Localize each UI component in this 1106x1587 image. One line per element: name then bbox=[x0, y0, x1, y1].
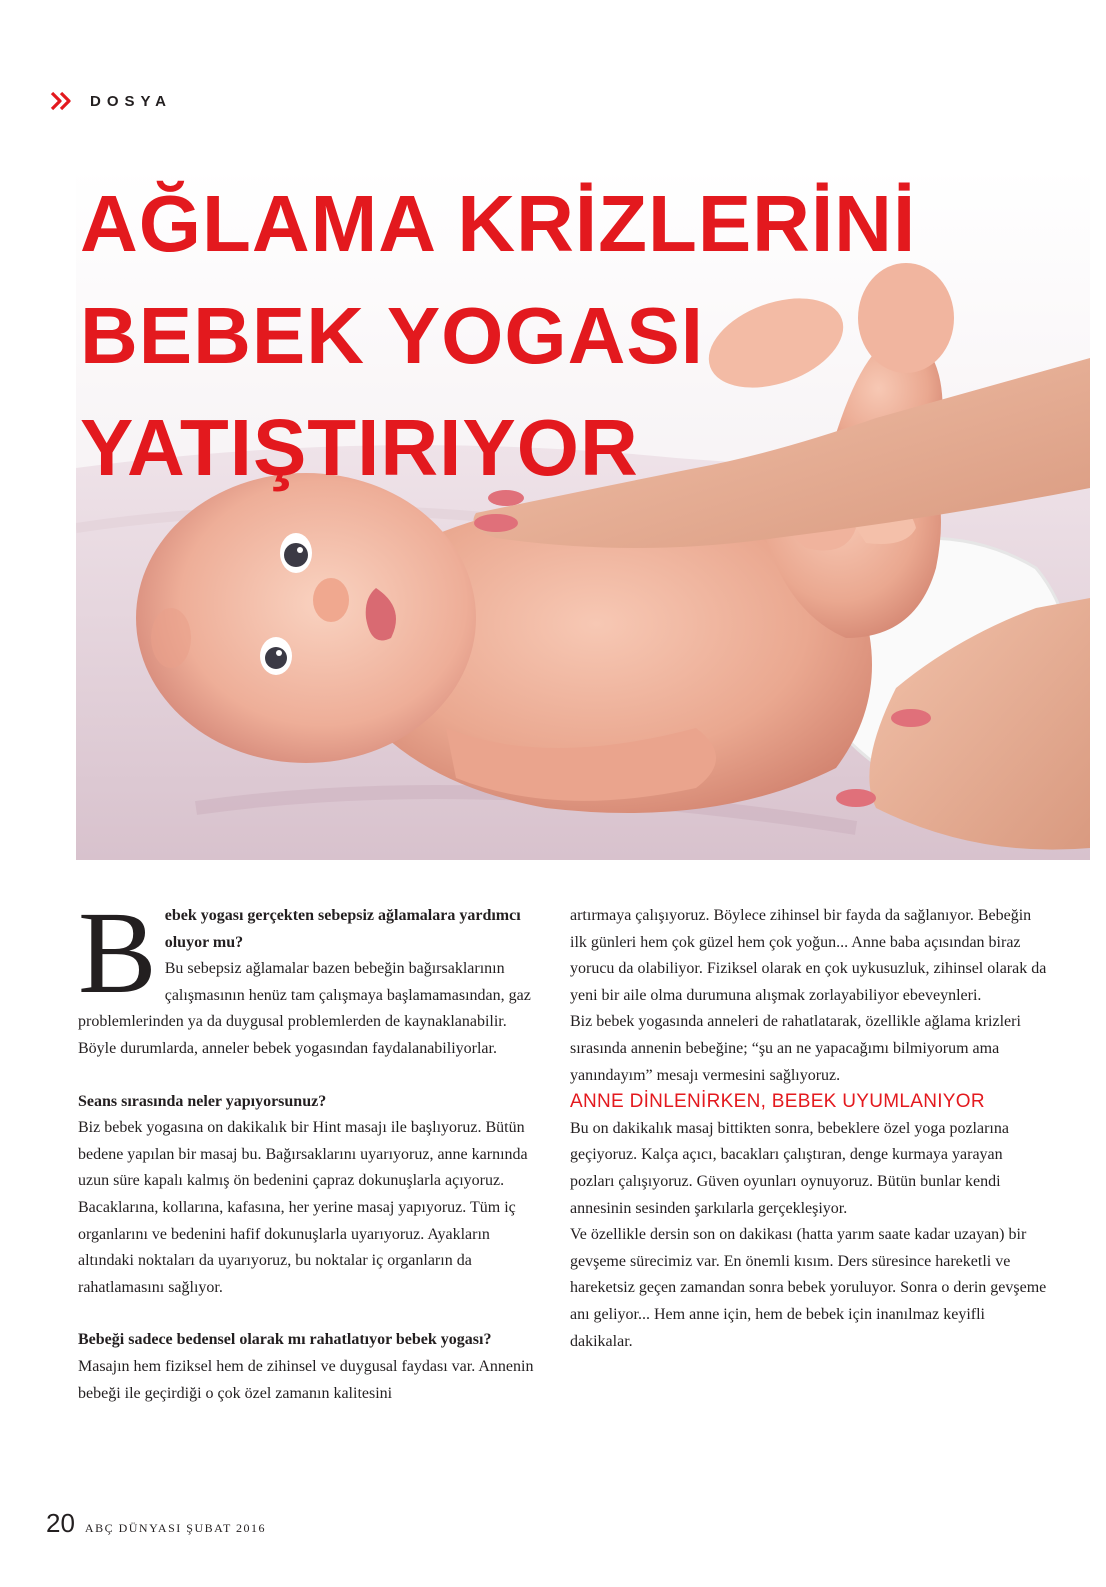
article-column-right bbox=[570, 903, 1050, 1355]
intro-paragraph bbox=[78, 887, 548, 1063]
headline-line: AĞLAMA KRİZLERİNİ bbox=[80, 179, 917, 268]
headline-line: BEBEK YOGASI bbox=[80, 291, 704, 380]
double-chevron-icon bbox=[50, 91, 76, 111]
page-footer bbox=[46, 1508, 266, 1539]
article-column-left bbox=[78, 887, 548, 1407]
magazine-issue: ABÇ DÜNYASI ŞUBAT 2016 bbox=[84, 1521, 267, 1535]
body-paragraph: Bu on dakikalık masaj bittikten sonra, bebeklere özel yoga pozlarına geçiyoruz. Kalça açıcı, bacakları çalıştıran, denge kurmaya yarayan pozları çalışıyoruz. Güven oyunları oynuyoruz. Bütün bunlar kendi annesinin sesinden şarkılarla gerçekleşiyor. bbox=[570, 1119, 1009, 1217]
answer-paragraph: Masajın hem fiziksel hem de zihinsel ve duygusal faydası var. Annenin bebeği ile geçirdiği o çok özel zamanın kalitesini bbox=[78, 1357, 534, 1402]
answer-paragraph: Biz bebek yogasına on dakikalık bir Hint masajı ile başlıyoruz. Bütün bedene yapılan bir masaj bu. Bağırsaklarını uyarıyoruz, anne karnında uzun süre kapalı kalmış ön bedenini çapraz dokunuşlarla açıyoruz. Bacaklarına, kollarına, kafasına, her yerine masaj yapıyoruz. Tüm iç organlarını ve bedenini hafif dokunuşlarla uyarıyoruz. Ayakların altındaki noktaları da uyarıyoruz, bu noktalar iç organların da rahatlamasını sağlıyor. bbox=[78, 1119, 528, 1296]
section-label: DOSYA bbox=[90, 92, 172, 110]
section-tag bbox=[50, 90, 172, 112]
question-heading: Seans sırasında neler yapıyorsunuz? bbox=[78, 1092, 327, 1110]
intro-answer: Bu sebepsiz ağlamalar bazen bebeğin bağırsaklarının çalışmasının henüz tam çalışmaya başlamamasından, gaz problemlerinden ya da duygusal problemlerden de kaynaklanabilir. Böyle durumlarda, anneler bebek yogasından faydalanabiliyorlar. bbox=[78, 960, 531, 1057]
question-heading: Bebeği sadece bedensel olarak mı rahatlatıyor bebek yogası? bbox=[78, 1331, 492, 1349]
body-paragraph: Ve özellikle dersin son on dakikası (hatta yarım saate kadar uzayan) bir gevşeme sürecimiz var. En önemli kısım. Ders süresince hareketli ve hareketsiz geçen zamandan sonra bebek yoruluyor. Sonra o derin gevşeme anı geliyor... Hem anne için, hem de bebek için inanılmaz keyifli dakikalar. bbox=[570, 1226, 1047, 1350]
drop-cap: B bbox=[78, 887, 157, 1018]
headline-line: YATIŞTIRIYOR bbox=[80, 403, 639, 492]
answer-paragraph: artırmaya çalışıyoruz. Böylece zihinsel bir fayda da sağlanıyor. Bebeğin ilk günleri hem çok güzel hem çok yoğun... Anne baba açısından biraz yorucu da olabiliyor. Fiziksel olarak en çok uykusuzluk, zihinsel olarak da yeni bir aile olma durumuna alışmak zorlayabiliyor ebeveynleri. bbox=[570, 907, 1047, 1004]
intro-question: ebek yogası gerçekten sebepsiz ağlamalara yardımcı oluyor mu? bbox=[164, 907, 521, 951]
subheading: ANNE DİNLENİRKEN, BEBEK UYUMLANIYOR bbox=[570, 1091, 985, 1113]
answer-paragraph: Biz bebek yogasında anneleri de rahatlatarak, özellikle ağlama krizleri sırasında annenin bebeğine; “şu an ne yapacağımı bilmiyorum ama yanındayım” mesajı vermesini sağlıyoruz. bbox=[570, 1013, 1021, 1084]
headline bbox=[80, 168, 916, 504]
page-number: 20 bbox=[46, 1508, 75, 1538]
